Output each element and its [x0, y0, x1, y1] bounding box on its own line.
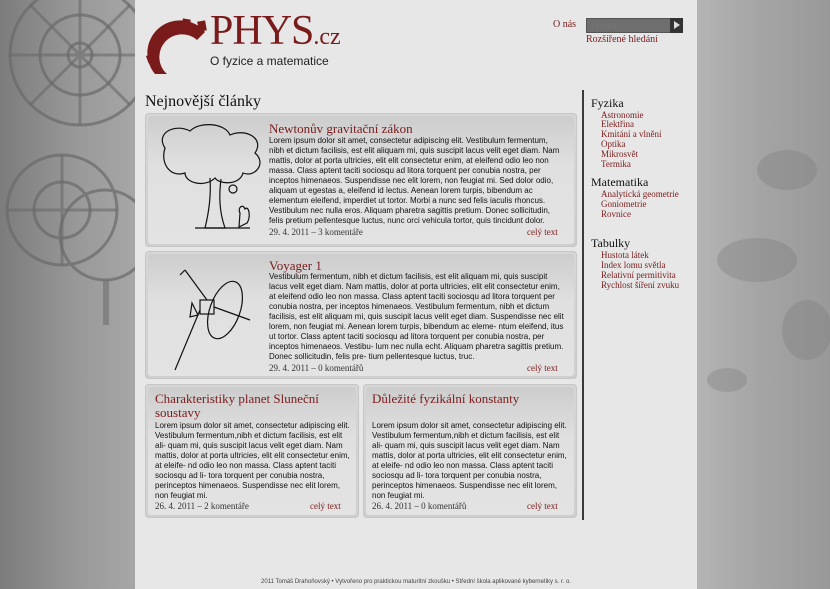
article-excerpt: Lorem ipsum dolor sit amet, consectetur adipiscing elit. Vestibulum fermentum,nibh et dictum facilisis, est elit ali- quam mi, quis suscipit lacus velit eget diam. Nam mattis, dolor at porta ultricies, elit elit consectetur enim, at eleife- nd odio leo non massa. Class aptent taciti sociosqu ad li- tora torquent per conubia nostra, perinceptos himenaeos. Suspendisse nec elit lorem, non feugiat mi.	[155, 421, 350, 500]
category-link[interactable]: Astronomie	[601, 110, 644, 120]
category-link[interactable]: Hustota látek	[601, 250, 649, 260]
article-meta: 29. 4. 2011 – 0 komentářů	[269, 363, 364, 373]
page-container	[135, 0, 697, 589]
gear-logo-icon[interactable]	[145, 14, 215, 76]
article-meta: 26. 4. 2011 – 0 komentářů	[372, 501, 467, 511]
read-more-link[interactable]: celý text	[527, 227, 558, 237]
article-meta: 29. 4. 2011 – 3 komentáře	[269, 227, 363, 237]
footer-text: 2011 Tomáš Drahoňovský • Vytvořeno pro praktickou maturitní zkoušku • Střední škola aplikované kybernetiky s. r. o.	[261, 579, 571, 585]
tree-illustration	[155, 123, 270, 243]
search-submit-button[interactable]	[670, 18, 683, 33]
logo-text: PHYS	[210, 8, 314, 54]
article-title[interactable]: Důležité fyzikální konstanty	[372, 391, 520, 406]
article-excerpt: Vestibulum fermentum, nibh et dictum facilisis, est elit aliquam mi, quis suscipit lacus velit eget diam. Nam mattis, dolor at porta ultricies, elit elit consectetur enim, at eleifend odio leo non massa. Class aptent taciti sociosqu ad litora torquent per conubia nostra, per inceptos himenaeos. Vestibulum fermentum, nibh et dictum facilisis, est elit aliquam mi, quis suscipit lacus velit eget diam. Suspendisse nec elit lorem, non feugiat mi. Aenean lorem turpis, bibendum ac eleme- ntum eleifend, itus ut tortor. Class aptent taciti sociosqu ad litora torquent per conubia nostra, per inceptos himenaeos. Vestibu- lum nec nulla echt. Aliquam pharetra sagittis pretium. Donec sollicitudin, felis pre- tium pellentesque luctus, truc.	[269, 272, 564, 361]
site-logo[interactable]	[210, 10, 341, 58]
category-title-fyzika[interactable]: Fyzika	[591, 96, 624, 110]
category-link[interactable]: Relativní permitivita	[601, 270, 676, 280]
right-texture-background	[697, 0, 830, 589]
article-card	[145, 384, 359, 518]
category-link[interactable]: Elektřina	[601, 119, 634, 129]
logo-subtitle: O fyzice a matematice	[210, 54, 329, 68]
left-gears-background	[0, 0, 135, 589]
category-link[interactable]: Mikrosvět	[601, 149, 638, 159]
logo-suffix: .cz	[313, 24, 341, 50]
read-more-link[interactable]: celý text	[527, 363, 558, 373]
advanced-search-link[interactable]: Rozšířené hledání	[586, 34, 658, 45]
article-excerpt: Lorem ipsum dolor sit amet, consectetur adipiscing elit. Vestibulum fermentum, nibh et dictum facilisis, est elit aliquam mi, quis suscipit lacus velit eget diam. Nam mattis, dolor at porta ultricies, elit elit consectetur enim, at eleifend odio leo non massa. Class aptent taciti sociosqu ad litora torquent per conubia nostra, per inceptos himenaeos. Suspendisse nec elit lorem, non feugiat mi. Sed dolor odio, aliquam ut egestas a, eleifend id lectus. Aenean lorem turpis, bibendum ac elementum eleifend, imperdiet ut tortor. Morbi a nunc sed felis iaculis rhoncus. Vestibulum nec nulla eros. Aliquam pharetra sagittis pretium. Donec sollicitudin, felis pretium pellentesque luctus, nunc orci vehicula tortor, quis tincidunt dolor.	[269, 136, 560, 225]
article-title[interactable]: Voyager 1	[269, 258, 322, 273]
article-meta: 26. 4. 2011 – 2 komentáře	[155, 501, 249, 511]
section-title: Nejnovější články	[145, 93, 261, 110]
read-more-link[interactable]: celý text	[310, 501, 341, 511]
voyager-probe-illustration	[170, 265, 260, 375]
category-link[interactable]: Analytická geometrie	[601, 189, 679, 199]
article-title[interactable]: Charakteristiky planet Sluneční soustavy	[155, 391, 319, 420]
gears-illustration	[0, 0, 135, 589]
article-title[interactable]: Newtonův gravitační zákon	[269, 121, 413, 136]
category-link[interactable]: Index lomu světla	[601, 260, 666, 270]
read-more-link[interactable]: celý text	[527, 501, 558, 511]
category-link[interactable]: Goniometrie	[601, 199, 647, 209]
category-title-matematika[interactable]: Matematika	[591, 175, 649, 189]
nav-link-about[interactable]: O nás	[553, 19, 577, 30]
category-link[interactable]: Kmitání a vlnění	[601, 129, 662, 139]
category-link[interactable]: Rychlost šíření zvuku	[601, 280, 680, 290]
texture-illustration	[697, 0, 830, 589]
article-card	[145, 251, 577, 379]
article-excerpt: Lorem ipsum dolor sit amet, consectetur adipiscing elit. Vestibulum fermentum,nibh et dictum facilisis, est elit ali- quam mi, quis suscipit lacus velit eget diam. Nam mattis, dolor at porta ultricies, elit elit consectetur enim, at eleife- nd odio leo non massa. Class aptent taciti sociosqu ad li- tora torquent per conubia nostra, perinceptos himenaeos. Suspendisse nec elit lorem, non feugiat mi.	[372, 421, 567, 500]
category-link[interactable]: Rovnice	[601, 209, 631, 219]
category-link[interactable]: Termika	[601, 159, 631, 169]
article-card	[145, 113, 577, 247]
sidebar-divider	[582, 90, 584, 520]
article-card	[363, 384, 577, 518]
category-title-tabulky[interactable]: Tabulky	[591, 236, 631, 250]
category-link[interactable]: Optika	[601, 139, 626, 149]
search-input[interactable]	[586, 18, 682, 33]
